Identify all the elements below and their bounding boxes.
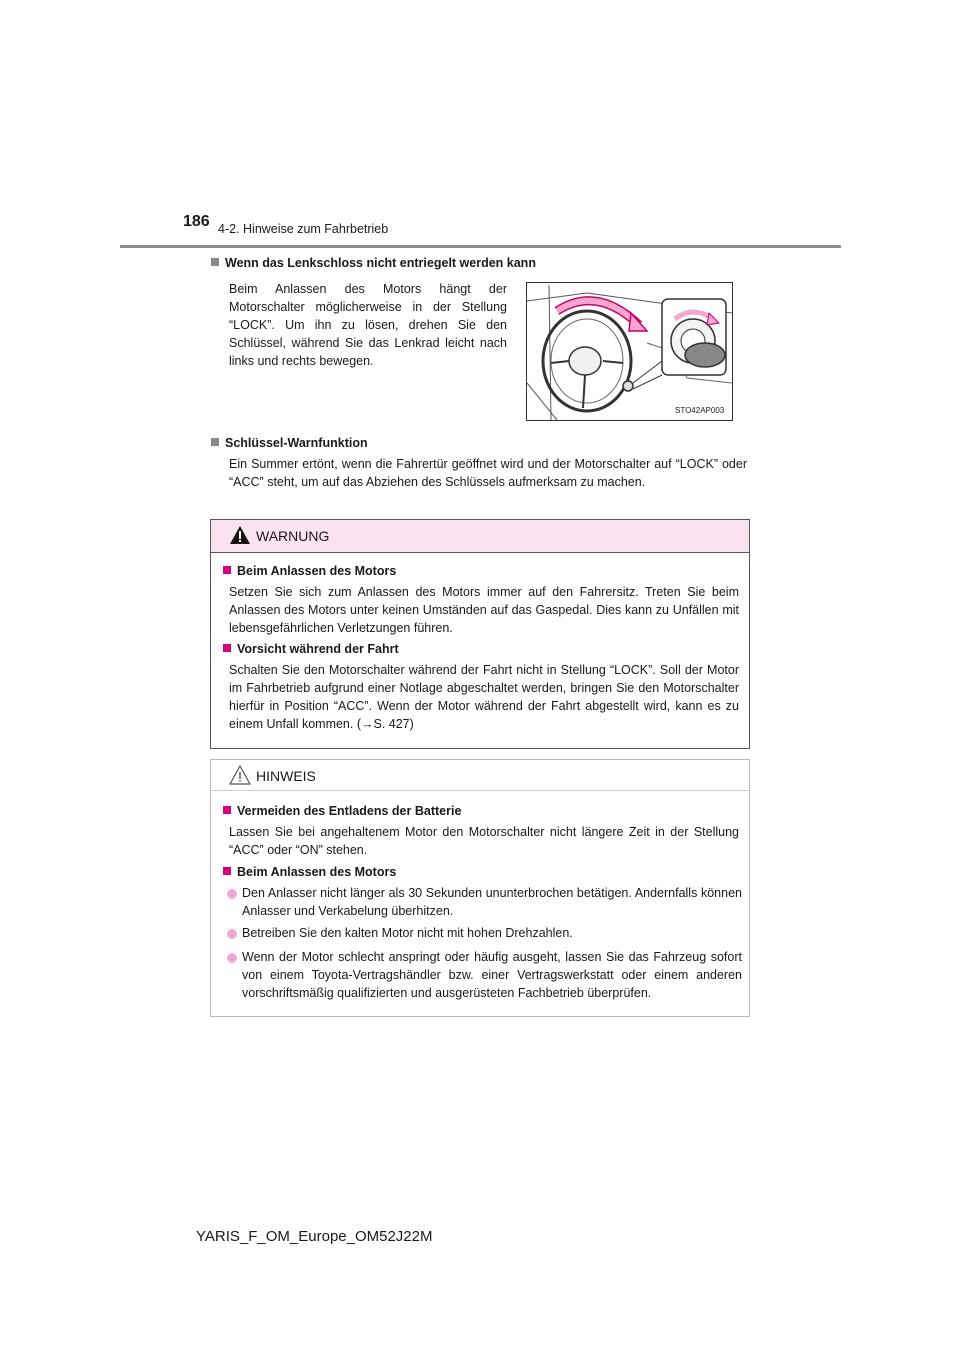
circle-bullet-icon [227, 889, 237, 899]
warning-item-heading [223, 564, 396, 578]
note-header [211, 760, 749, 791]
warning-item-text: Setzen Sie sich zum Anlassen des Motors immer auf den Fahrersitz. Treten Sie beim Anlassen des Motors unter keinen Umständen auf das Gaspedal. Dies kann zu Unfällen mit lebensgefährlichen Verletzungen führen. [229, 585, 739, 635]
steering-lock-paragraph: Beim Anlassen des Motors hängt der Motorschalter möglicherweise in der Stellung “LOCK”. Um ihn zu lösen, drehen Sie den Schlüssel, während Sie das Lenkrad leicht nach links und rechts bewegen. [229, 282, 507, 368]
steering-wheel-drawing [527, 283, 732, 420]
page-number: 186 [183, 213, 210, 230]
warning-item-heading-text: Beim Anlassen des Motors [237, 564, 397, 578]
document-id: YARIS_F_OM_Europe_OM52J22M [196, 1228, 433, 1245]
figure-code: STO42AP003 [675, 406, 725, 415]
key-warning-heading-text: Schlüssel-Warnfunktion [225, 436, 368, 450]
note-starting-heading-text: Beim Anlassen des Motors [237, 865, 397, 879]
warning-item-text: Schalten Sie den Motorschalter während der Fahrt nicht in Stellung “LOCK”. Soll der Motor im Fahrbetrieb aufgrund einer Notlage abgeschaltet werden, bringen Sie den Motorschalter hierfür in Position “ACC”. Wenn der Motor während der Fahrt abgestellt wird, kann es zu einem Unfall kommen. (→S. 427) [229, 663, 739, 731]
steering-wheel-illustration [526, 282, 733, 421]
note-starting-heading [223, 865, 396, 879]
square-bullet-icon [223, 566, 231, 574]
note-title: HINWEIS [256, 768, 316, 784]
key-warning-paragraph: Ein Summer ertönt, wenn die Fahrertür geöffnet wird und der Motorschalter auf “LOCK” oder “ACC” steht, um auf das Abziehen des Schlüssels aufmerksam zu machen. [229, 457, 747, 489]
square-bullet-icon [223, 806, 231, 814]
circle-bullet-icon [227, 929, 237, 939]
note-bullet-text: Betreiben Sie den kalten Motor nicht mit hohen Drehzahlen. [242, 926, 573, 940]
note-bullet-text: Den Anlasser nicht länger als 30 Sekunden ununterbrochen betätigen. Andernfalls können Anlasser und Verkabelung überhitzen. [242, 886, 742, 918]
warning-triangle-icon [229, 525, 251, 545]
note-bullet-text: Wenn der Motor schlecht anspringt oder häufig ausgeht, lassen Sie das Fahrzeug sofort von einem Toyota-Vertragshändler bzw. einer Vertragswerkstatt oder einem anderen vorschriftsmäßig qualifizierten und ausgerüsteten Fachbetrieb überprüfen. [242, 950, 742, 1000]
key-warning-heading [211, 436, 368, 450]
note-battery-heading-text: Vermeiden des Entladens der Batterie [237, 804, 462, 818]
header-divider [120, 245, 841, 248]
warning-item-heading [223, 642, 399, 656]
caution-triangle-icon [229, 765, 251, 785]
square-bullet-icon [223, 867, 231, 875]
warning-title: WARNUNG [256, 528, 330, 544]
square-bullet-icon [211, 438, 219, 446]
steering-lock-heading [211, 256, 536, 270]
note-box [210, 759, 750, 1017]
warning-box [210, 519, 750, 749]
section-title: 4-2. Hinweise zum Fahrbetrieb [218, 222, 389, 236]
note-battery-heading [223, 804, 461, 818]
square-bullet-icon [223, 644, 231, 652]
note-battery-text: Lassen Sie bei angehaltenem Motor den Motorschalter nicht längere Zeit in der Stellung “ACC” oder “ON” stehen. [229, 825, 739, 857]
circle-bullet-icon [227, 953, 237, 963]
warning-item-heading-text: Vorsicht während der Fahrt [237, 642, 399, 656]
warning-header [211, 520, 749, 553]
steering-lock-heading-text: Wenn das Lenkschloss nicht entriegelt werden kann [225, 256, 536, 270]
square-bullet-icon [211, 258, 219, 266]
